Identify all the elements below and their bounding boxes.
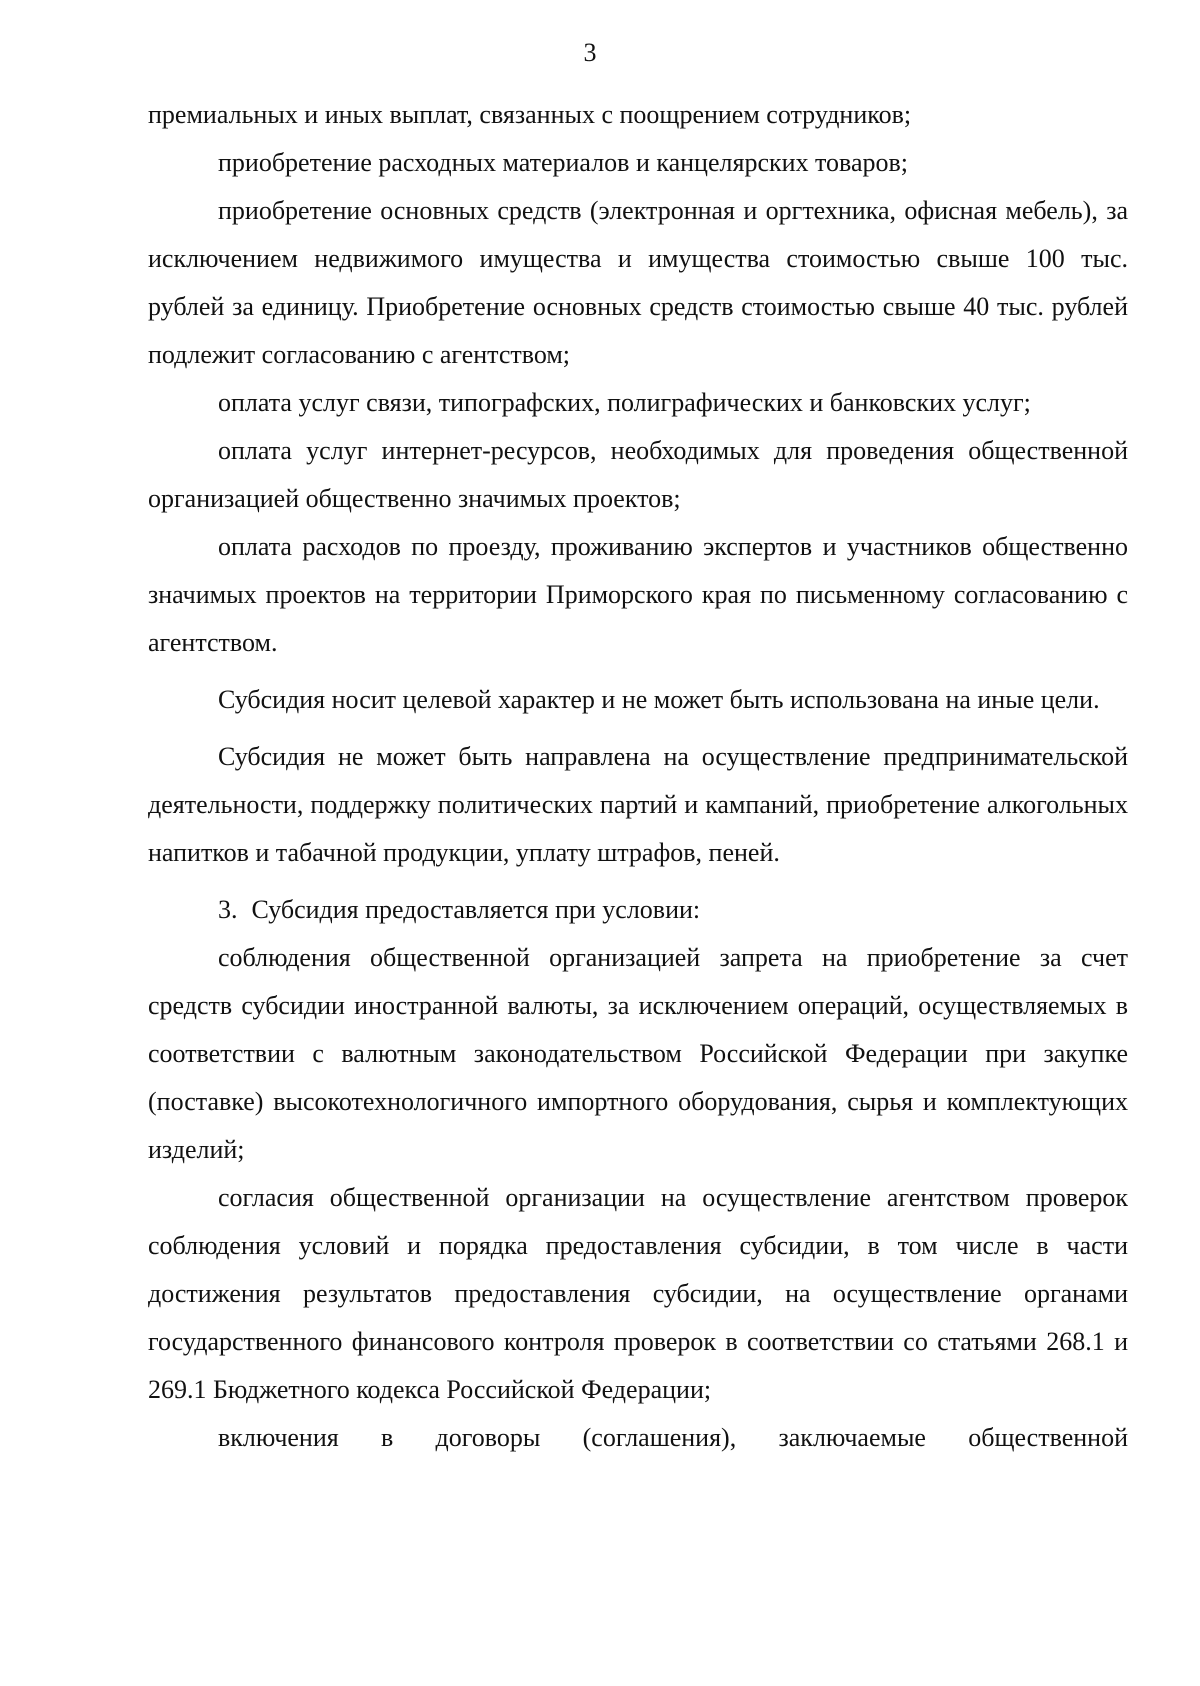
paragraph-consumables: приобретение расходных материалов и канцелярских товаров; [218,148,909,177]
paragraph-currency-ban: соблюдения общественной организацией запрета на приобретение за счет средств субсидии иностранной валюты, за исключением операций, осуществляемых в соответствии с валютным законодательством Российской Федерации при закупке (поставке) высокотехнологичного импортного оборудования, сырья и комплектующих изделий; [148,943,1128,1164]
paragraph-fixed-assets: приобретение основных средств (электронная и оргтехника, офисная мебель), за исключением недвижимого имущества и имущества стоимостью свыше 100 тыс. рублей за единицу. Приобретение основных средств стоимостью свыше 40 тыс. рублей подлежит согласованию с агентством; [148,196,1128,369]
paragraph-subsidy-restrictions: Субсидия не может быть направлена на осуществление предпринимательской деятельности, поддержку политических партий и кампаний, приобретение алкогольных напитков и табачной продукции, уплату штрафов, пеней. [148,742,1128,867]
paragraph-inspection-consent: согласия общественной организации на осуществление агентством проверок соблюдения условий и порядка предоставления субсидии, в том числе в части достижения результатов предоставления субсидии, на осуществление органами государственного финансового контроля проверок в соответствии со статьями 268.1 и 269.1 Бюджетного кодекса Российской Федерации; [148,1183,1128,1404]
paragraph-communication-services: оплата услуг связи, типографских, полиграфических и банковских услуг; [218,388,1031,417]
paragraph-contract-inclusion: включения в договоры (соглашения), заключаемые общественной [218,1423,1128,1452]
paragraph-travel-expenses: оплата расходов по проезду, проживанию экспертов и участников общественно значимых проектов на территории Приморского края по письменному согласованию с агентством. [148,532,1128,657]
document-body [148,91,1128,1462]
numbered-item-3 [148,886,1128,934]
paragraph-internet-resources: оплата услуг интернет-ресурсов, необходимых для проведения общественной организацией общественно значимых проектов; [148,436,1128,513]
page-number: 3 [583,38,597,67]
item-text: Субсидия предоставляется при условии: [251,895,701,924]
item-number: 3. [218,895,238,924]
paragraph-bonus-payments: премиальных и иных выплат, связанных с поощрением сотрудников; [148,100,912,129]
paragraph-subsidy-purpose: Субсидия носит целевой характер и не может быть использована на иные цели. [218,685,1100,714]
